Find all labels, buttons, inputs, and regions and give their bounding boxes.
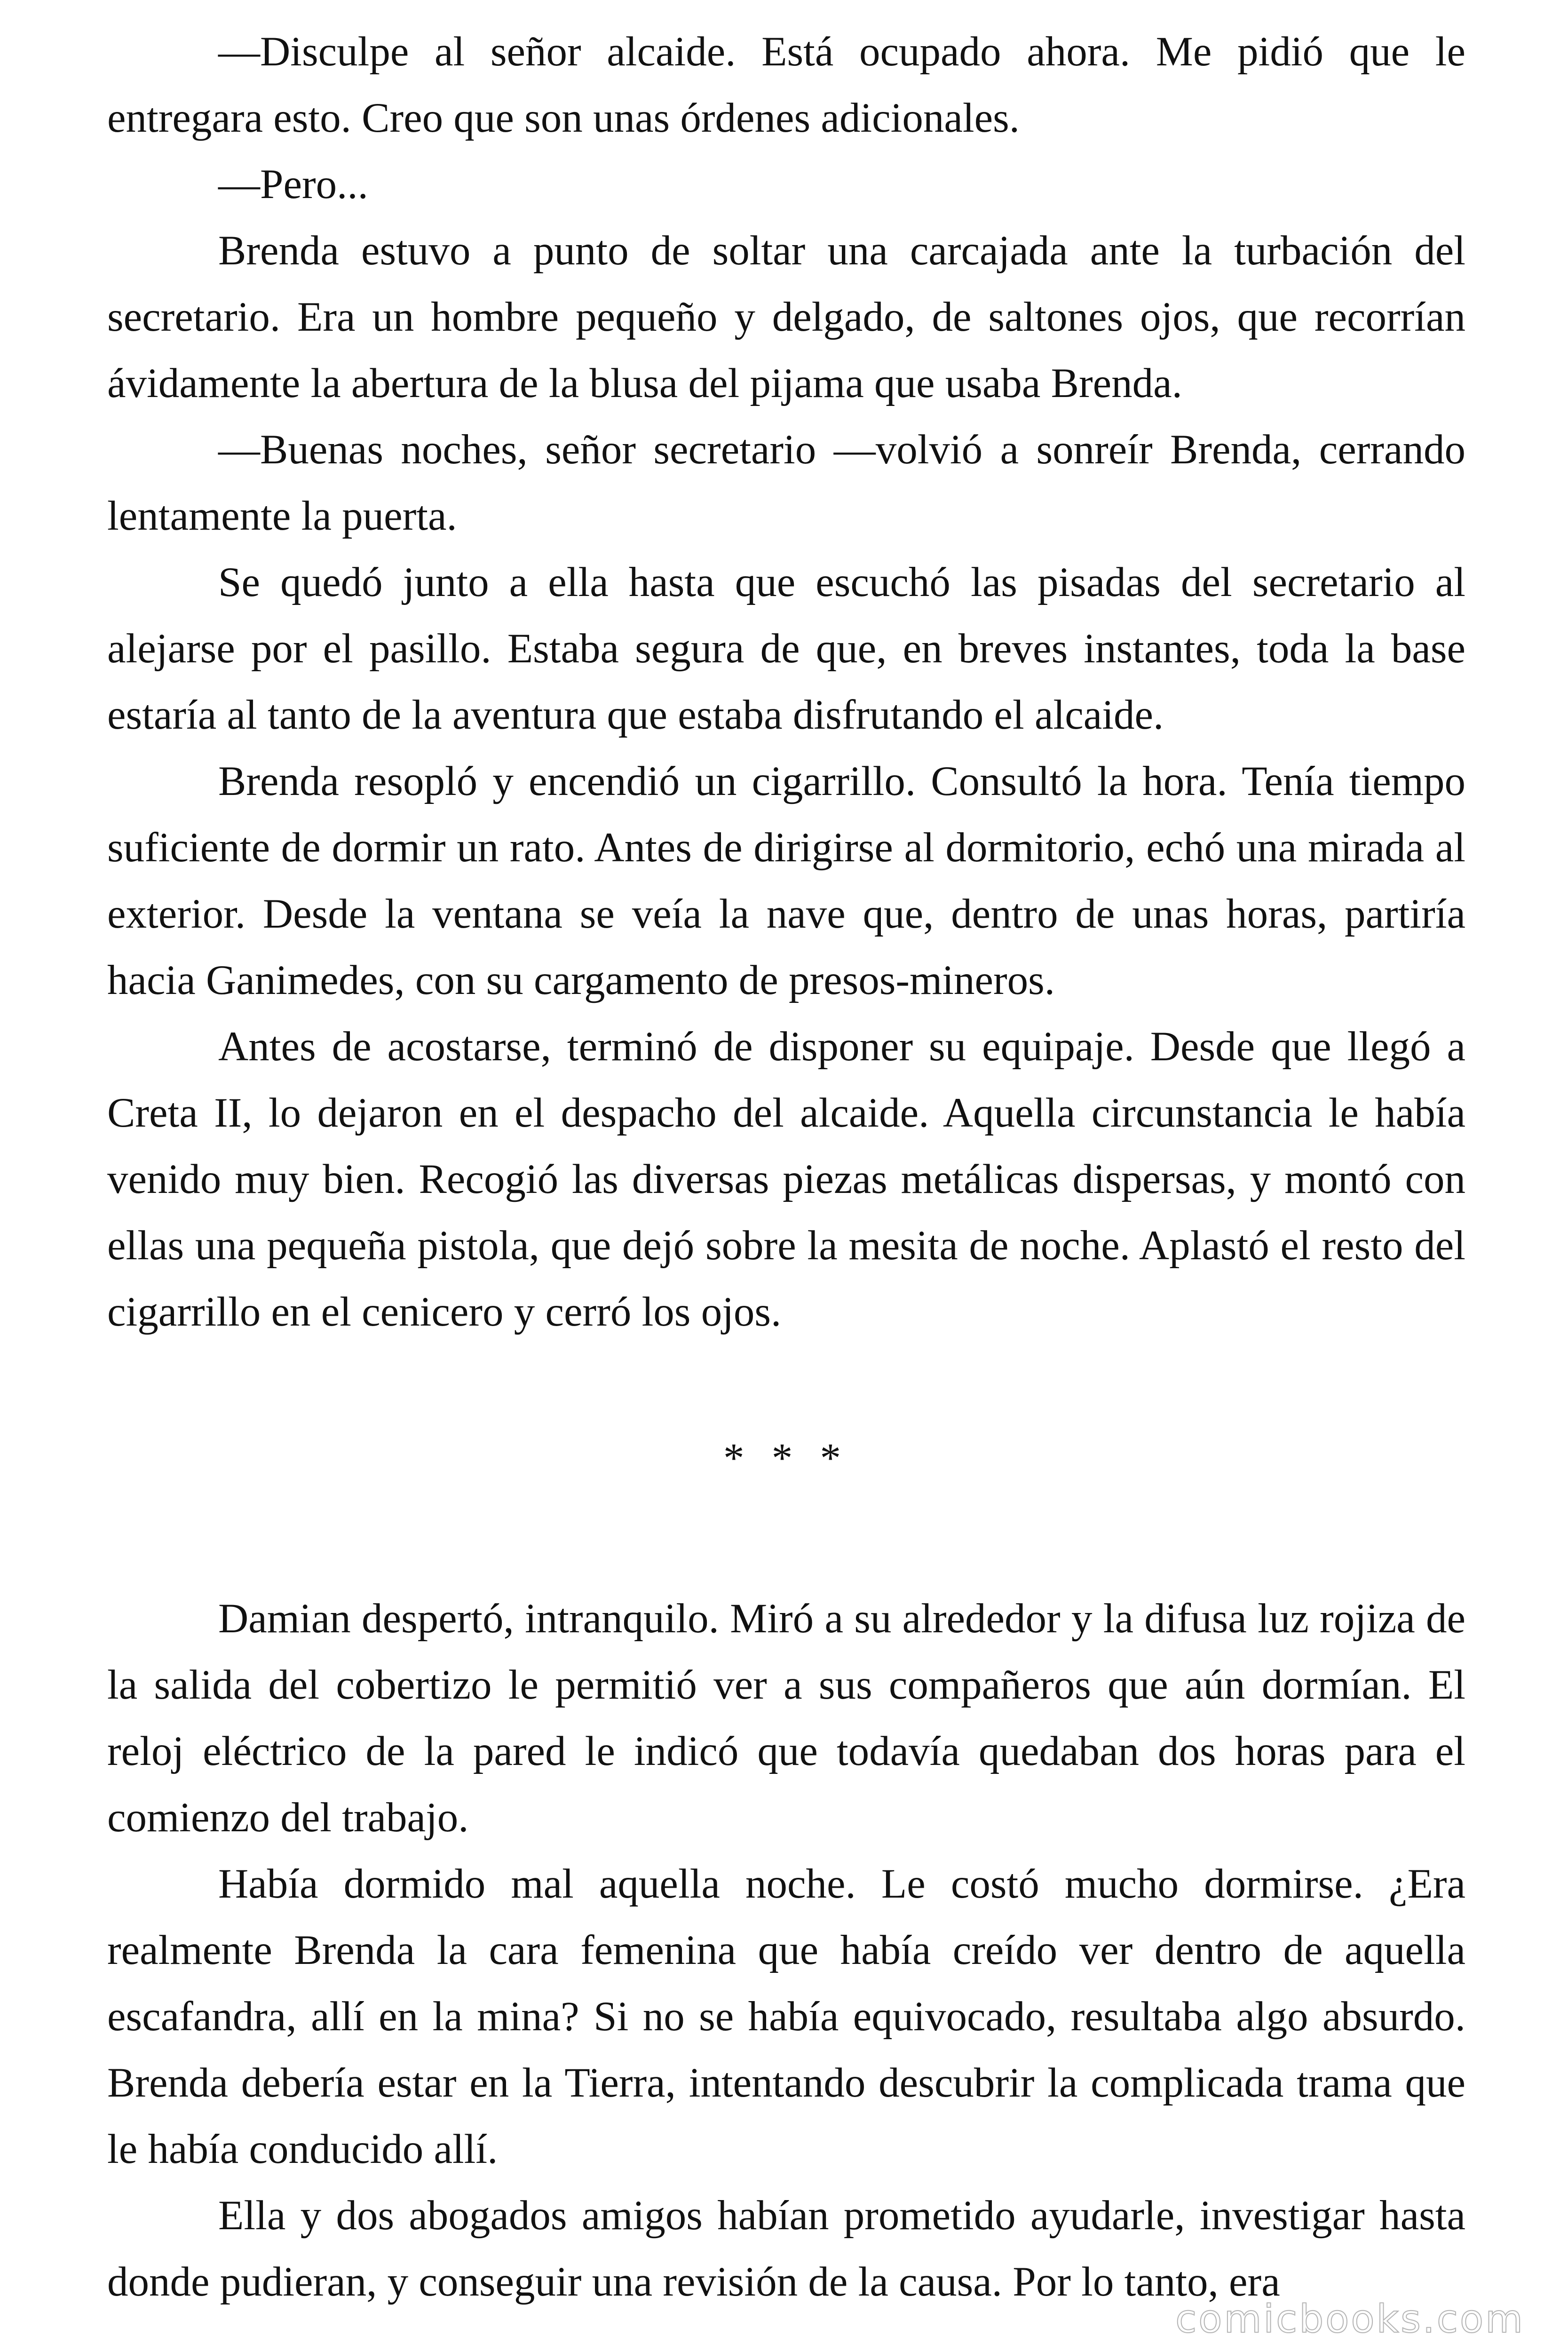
paragraph: Damian despertó, intranquilo. Miró a su alrededor y la difusa luz rojiza de la salida del cobertizo le permitió ver a sus compañeros que aún dormían. El reloj eléctrico de la pared le indicó que todavía quedaban dos horas para el comienzo del trabajo. [107,1596,1465,1841]
paragraph: —Pero... [218,161,368,207]
paragraph: Ella y dos abogados amigos habían prometido ayudarle, investigar hasta donde pudieran, y conseguir una revisión de la causa. Por lo tanto, era [107,2193,1465,2305]
paragraph: Brenda resopló y encendió un cigarrillo. Consultó la hora. Tenía tiempo suficiente de dormir un rato. Antes de dirigirse al dormitorio, echó una mirada al exterior. Desde la ventana se veía la nave que, dentro de unas horas, partiría hacia Ganimedes, con su cargamento de presos-mineros. [107,758,1465,1003]
book-page [107,19,1465,2315]
section-separator: * * * [723,1435,849,1481]
paragraph: Había dormido mal aquella noche. Le costó mucho dormirse. ¿Era realmente Brenda la cara femenina que había creído ver dentro de aquella escafandra, allí en la mina? Si no se había equivocado, resultaba algo absurdo. Brenda debería estar en la Tierra, intentando descubrir la complicada trama que le había conducido allí. [107,1861,1465,2172]
paragraph: Brenda estuvo a punto de soltar una carcajada ante la turbación del secretario. Era un hombre pequeño y delgado, de saltones ojos, que recorrían ávidamente la abertura de la blusa del pijama que usaba Brenda. [107,228,1465,406]
paragraph: —Disculpe al señor alcaide. Está ocupado ahora. Me pidió que le entregara esto. Creo que son unas órdenes adicionales. [107,29,1465,141]
paragraph: Se quedó junto a ella hasta que escuchó las pisadas del secretario al alejarse por el pasillo. Estaba segura de que, en breves instantes, toda la base estaría al tanto de la aventura que estaba disfrutando el alcaide. [107,559,1465,738]
watermark-logo: comicbooks.com [1175,2297,1525,2342]
paragraph: Antes de acostarse, terminó de disponer su equipaje. Desde que llegó a Creta II, lo dejaron en el despacho del alcaide. Aquella circunstancia le había venido muy bien. Recogió las diversas piezas metálicas dispersas, y montó con ellas una pequeña pistola, que dejó sobre la mesita de noche. Aplastó el resto del cigarrillo en el cenicero y cerró los ojos. [107,1024,1465,1335]
paragraph: —Buenas noches, señor secretario —volvió a sonreír Brenda, cerrando lentamente la puerta. [107,427,1465,539]
